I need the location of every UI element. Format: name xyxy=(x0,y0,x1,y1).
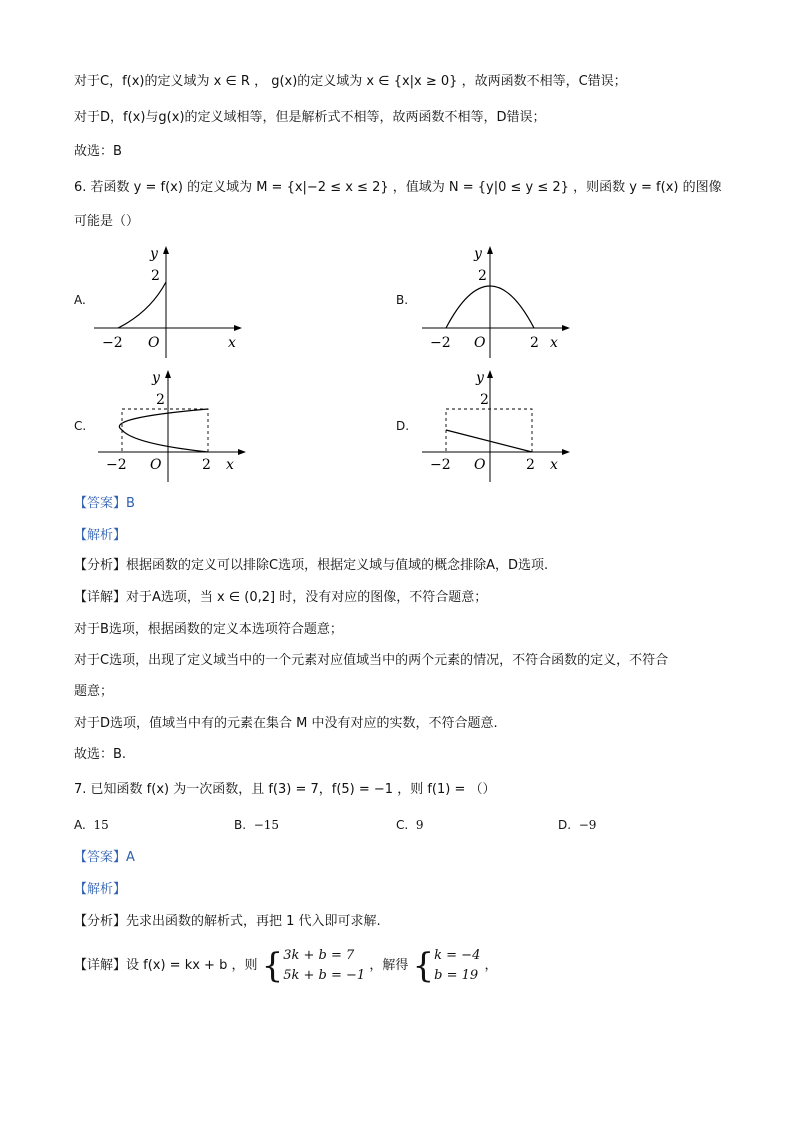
detail-6-d: 对于D选项，值域当中有的元素在集合 M 中没有对应的实数，不符合题意. xyxy=(74,716,498,731)
analysis-heading-6: 【解析】 xyxy=(74,528,127,543)
option-a-label: A. xyxy=(74,293,86,307)
x-label: x xyxy=(550,335,558,351)
answer-6: 【答案】B xyxy=(74,496,135,511)
detail-6-c-1: 对于C选项，出现了定义域当中的一个元素对应值域当中的两个元素的情况，不符合函数的定义，不符合 xyxy=(74,653,669,668)
y-axis-arrow xyxy=(487,370,493,378)
graph-d xyxy=(418,366,578,491)
question-6-stem: 6. 若函数 y = f(x) 的定义域为 M = {x|−2 ≤ x ≤ 2} ，值域为 N = {y|0 ≤ y ≤ 2} ，则函数 y = f(x) 的图像 xyxy=(74,180,722,195)
question-7-stem: 7. 已知函数 f(x) 为一次函数，且 f(3) = 7，f(5) = −1 ，则 f(1) = （） xyxy=(74,782,496,797)
tick-2-y: 2 xyxy=(480,392,489,408)
y-axis-arrow xyxy=(163,246,169,254)
y-axis-arrow xyxy=(165,370,171,378)
y-label: y xyxy=(474,246,482,262)
selection-6: 故选：B. xyxy=(74,747,127,762)
line-d-domain: 对于D，f(x)与g(x)的定义域相等，但是解析式不相等，故两函数不相等，D错误； xyxy=(74,110,546,125)
tick-neg2: −2 xyxy=(102,335,123,351)
origin: O xyxy=(474,457,486,473)
graph-c xyxy=(94,366,254,491)
x-axis-arrow xyxy=(238,449,246,455)
option-c-label: C. xyxy=(74,419,87,433)
tick-neg2: −2 xyxy=(430,335,451,351)
tick-2-x: 2 xyxy=(526,457,535,473)
sideways-parabola xyxy=(119,409,208,452)
origin: O xyxy=(148,335,160,351)
option-b-label: B. xyxy=(396,293,409,307)
detail-6-a: 【详解】对于A选项，当 x ∈ (0,2] 时，没有对应的图像，不符合题意； xyxy=(74,590,488,605)
tick-2-y: 2 xyxy=(156,392,165,408)
detail-7: 【详解】设 f(x) = kx + b ，则 {3k + b = 7 5k + b = −1 ，解得 {k = −4 b = 19 ， xyxy=(74,945,498,986)
y-label: y xyxy=(150,246,158,262)
tick-2: 2 xyxy=(151,268,160,284)
x-axis-arrow xyxy=(234,325,242,331)
tick-2-x: 2 xyxy=(202,457,211,473)
tick-2-y: 2 xyxy=(478,268,487,284)
line-c-domain: 对于C，f(x)的定义域为 x ∈ R ， g(x)的定义域为 x ∈ {x|x ≥ 0} ，故两函数不相等，C错误； xyxy=(74,74,627,89)
analysis-7: 【分析】先求出函数的解析式，再把 1 代入即可求解. xyxy=(74,914,381,929)
solution-system: k = −4 b = 19 xyxy=(434,947,481,983)
option-d-label: D. xyxy=(396,419,410,433)
curve xyxy=(118,282,166,328)
y-axis-arrow xyxy=(487,246,493,254)
answer-7: 【答案】A xyxy=(74,850,135,865)
x-label: x xyxy=(550,457,558,473)
y-label: y xyxy=(152,370,160,386)
segment xyxy=(446,430,532,452)
analysis-heading-7: 【解析】 xyxy=(74,882,127,897)
graph-b xyxy=(418,242,578,367)
detail-6-b: 对于B选项，根据函数的定义本选项符合题意； xyxy=(74,622,343,637)
q7-option-b: B. −15 xyxy=(234,818,280,832)
x-axis-arrow xyxy=(562,325,570,331)
equation-system: 3k + b = 7 5k + b = −1 xyxy=(283,947,366,983)
q7-option-d: D. −9 xyxy=(558,818,597,832)
x-axis-arrow xyxy=(562,449,570,455)
y-label: y xyxy=(476,370,484,386)
tick-neg2: −2 xyxy=(106,457,127,473)
tick-2-x: 2 xyxy=(530,335,539,351)
graph-a xyxy=(90,242,250,367)
q7-option-c: C. 9 xyxy=(396,818,424,832)
analysis-6: 【分析】根据函数的定义可以排除C选项，根据定义域与值域的概念排除A，D选项. xyxy=(74,558,549,573)
origin: O xyxy=(150,457,162,473)
origin: O xyxy=(474,335,486,351)
x-label: x xyxy=(228,335,236,351)
detail-6-c-2: 题意； xyxy=(74,684,114,699)
q7-option-a: A. 15 xyxy=(74,818,109,832)
dashed-box xyxy=(446,409,532,452)
question-6-stem-cont: 可能是（） xyxy=(74,214,140,229)
x-label: x xyxy=(226,457,234,473)
selection-prev: 故选：B xyxy=(74,144,122,159)
tick-neg2: −2 xyxy=(430,457,451,473)
